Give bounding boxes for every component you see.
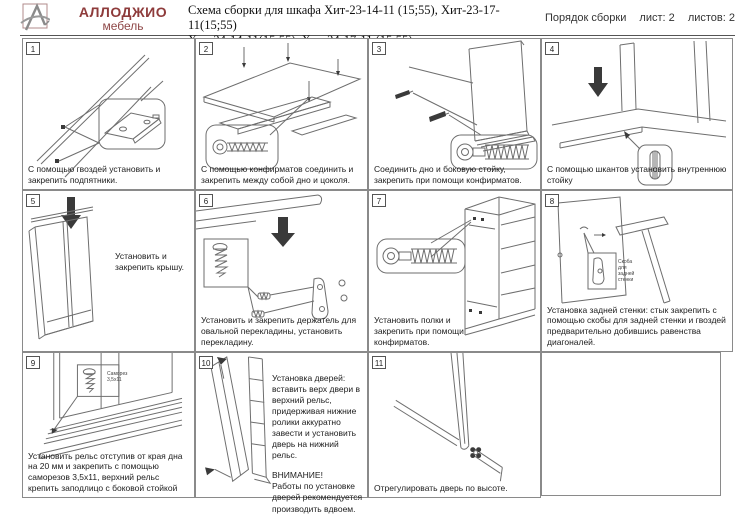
step-caption: С помощью шкантов установить внутреннюю стойку [547,164,727,186]
step-caption: Установить и закрепить держатель для овальной перекладины, установить перекладину. [201,315,357,348]
warning-title: ВНИМАНИЕ! [272,470,323,481]
step-1-panel [22,38,195,190]
screw-size-label: Саморез 3,5х11 [107,371,128,383]
staple-label: Скоба для задней стенки [618,259,635,283]
step-number: 2 [199,42,213,55]
step-3-panel [368,38,541,190]
order-label: Порядок сборки [544,12,627,24]
logo-text [68,4,178,33]
warning-text: Работы по установке дверей рекомендуется производить вдвоем. [272,481,363,514]
sheet-number: лист: 2 [639,12,675,24]
brand-name: АЛЛОДЖИО [78,4,168,20]
step-11-panel [368,352,541,498]
step-2-panel [195,38,368,190]
step-caption: Установить полки и закрепить при помощи конфирматов. [374,315,464,348]
step-caption: Установить рельс отступив от края дна на 20 мм и закрепить с помощью саморезов 3,5х11, верхний рельс крепить заподлицо с боковой стойкой [28,450,183,494]
step-5-panel [22,190,195,352]
brand-subtitle: мебель [102,19,144,33]
sheet-meta [535,12,735,24]
step-caption: Установка задней стенки: стык закрепить с помощью скобы для задней стенки и гвоздей предварительно добившись равенства диагоналей. [547,304,726,348]
warning-block [272,470,364,514]
step-caption: Соединить дно и боковую стойку, закрепить при помощи конфирматов. [374,164,522,186]
step-4-panel [541,38,733,190]
step-7-panel [368,190,541,352]
step-6-panel [195,190,368,352]
step-10-panel [195,352,368,514]
door-install-text [272,373,364,515]
step-caption: Установка дверей: вставить верх двери в верхний рельс, придерживая нижние ролики аккуратно завести и установить дверь на нижний рельс. [272,373,360,461]
step-number: 9 [26,356,40,369]
step-number: 8 [545,194,559,207]
step-caption: Отрегулировать дверь по высоте. [374,483,508,494]
step-caption: С помощью гвоздей установить и закрепить подпятники. [28,164,161,186]
step-number: 5 [26,194,40,207]
step-caption: Установить и закрепить крышу. [115,251,184,273]
step-number: 7 [372,194,386,207]
step-caption: С помощью конфирматов соединить и закрепить между собой дно и цоколя. [201,164,354,186]
title-line-1: Схема сборки для шкафа Хит-23-14-11 (15;55), Хит-23-17-11(15;55) [188,3,500,32]
door-adjust-drawing [369,353,540,497]
empty-panel [541,352,721,496]
step-number: 4 [545,42,559,55]
allodgio-logo-icon [20,3,50,33]
step-number: 1 [26,42,40,55]
sheets-total: листов: 2 [687,12,735,24]
step-number: 3 [372,42,386,55]
step-number: 11 [372,356,386,369]
step-number: 6 [199,194,213,207]
step-number: 10 [199,356,213,369]
step-8-panel [541,190,733,352]
sheet-header [20,0,735,36]
step-9-panel [22,352,195,498]
